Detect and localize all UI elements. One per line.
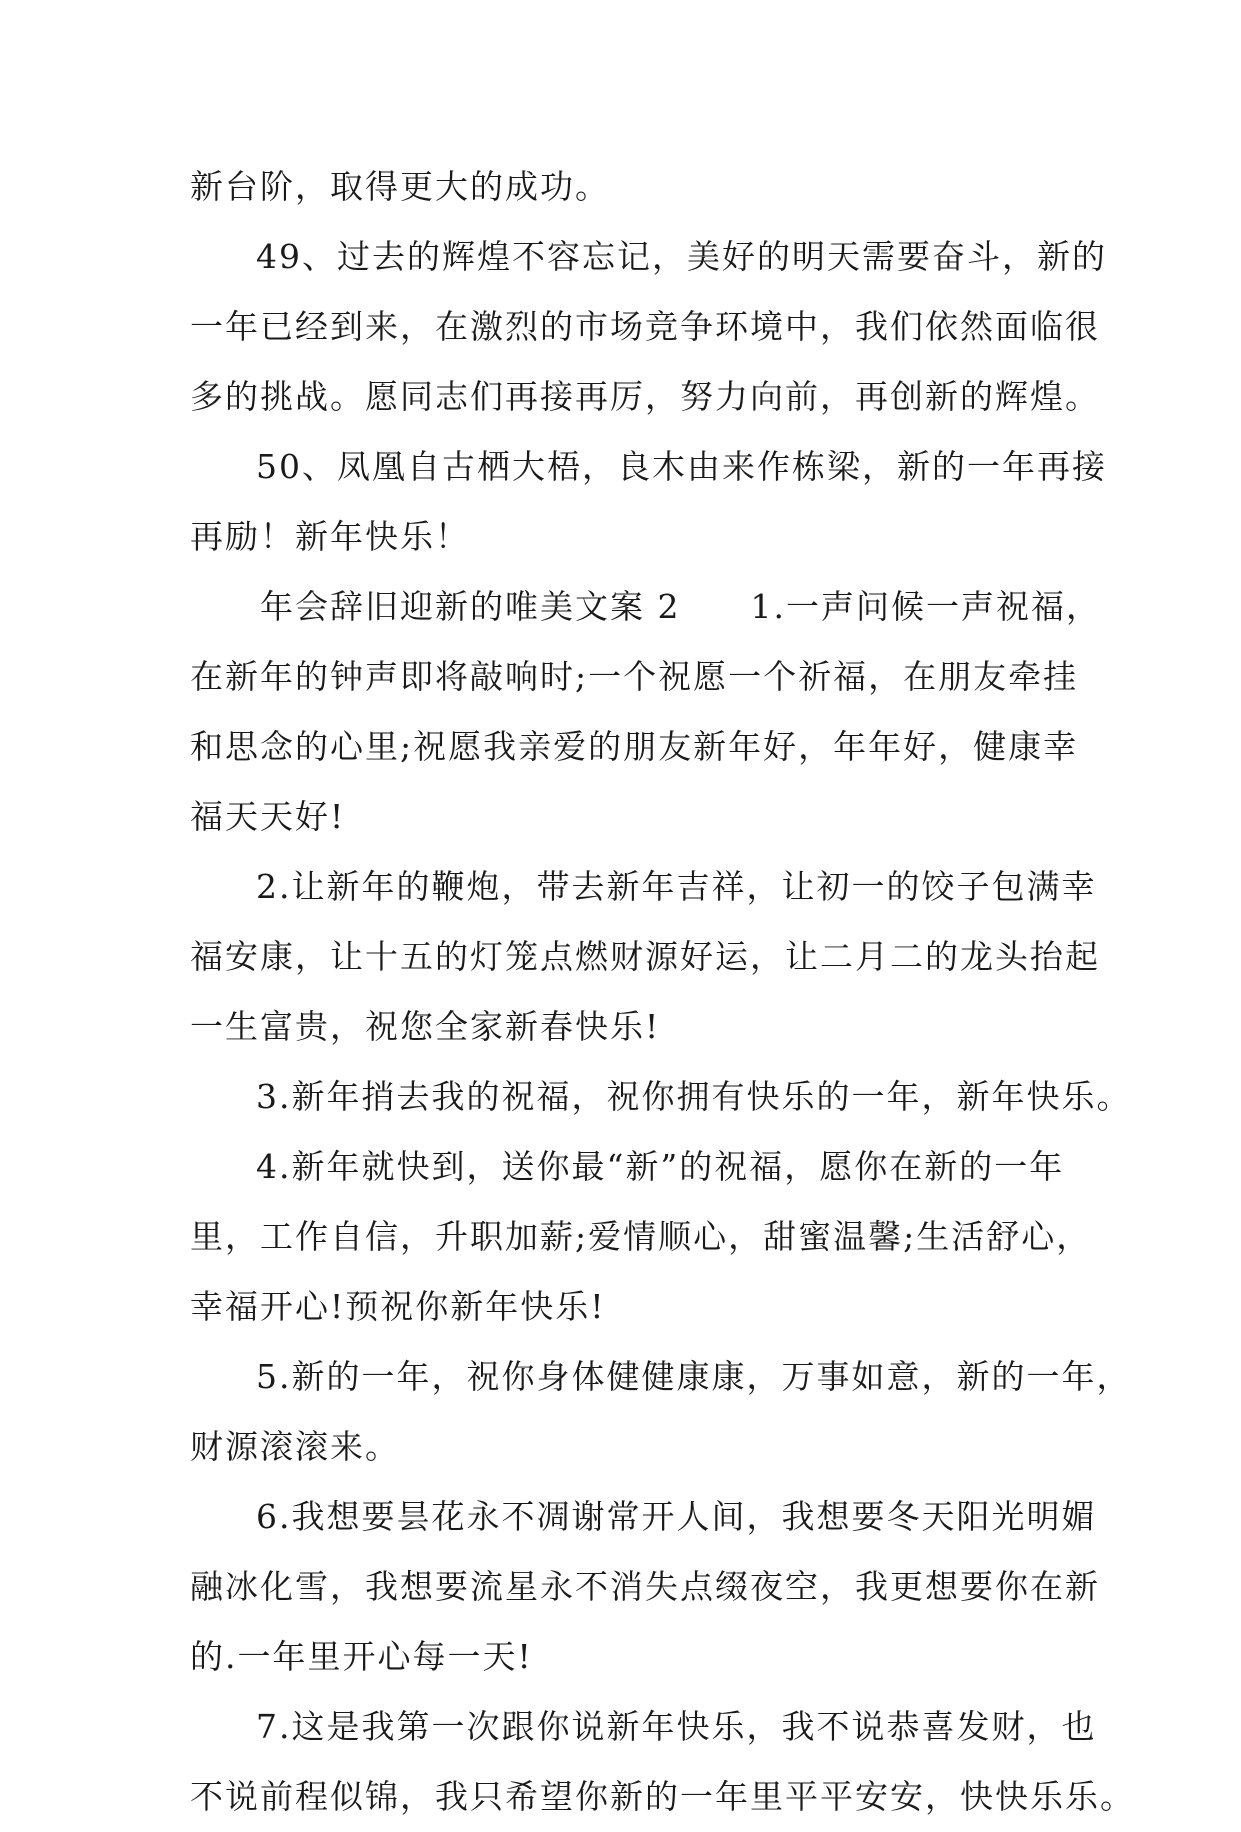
text-line: 5.新的一年，祝你身体健健康康，万事如意，新的一年， <box>256 1357 1132 1396</box>
text-line: 福安康，让十五的灯笼点燃财源好运，让二月二的龙头抬起 <box>190 937 1100 976</box>
text-line: 7.这是我第一次跟你说新年快乐，我不说恭喜发财，也 <box>256 1707 1097 1746</box>
text-line: 一生富贵，祝您全家新春快乐! <box>190 1007 661 1046</box>
text-line: 新台阶，取得更大的成功。 <box>190 167 610 206</box>
text-line: 的.一年里开心每一天! <box>190 1637 533 1676</box>
text-line: 福天天好! <box>190 797 346 836</box>
text-line: 幸福开心!预祝你新年快乐! <box>190 1287 606 1326</box>
text-line: 一年已经到来，在激烈的市场竞争环境中，我们依然面临很 <box>190 307 1100 346</box>
document-body <box>190 152 1135 1832</box>
text-line: 49、过去的辉煌不容忘记，美好的明天需要奋斗，新的 <box>256 237 1107 276</box>
text-line: 6.我想要昙花永不凋谢常开人间，我想要冬天阳光明媚 <box>256 1497 1097 1536</box>
text-line: 财源滚滚来。 <box>190 1427 400 1466</box>
section-heading-line: 年会辞旧迎新的唯美文案 2 1.一声问候一声祝福， <box>260 587 1101 626</box>
text-line: 和思念的心里;祝愿我亲爱的朋友新年好，年年好，健康幸 <box>190 727 1079 766</box>
text-line: 2.让新年的鞭炮，带去新年吉祥，让初一的饺子包满幸 <box>256 867 1097 906</box>
text-line: 再励！新年快乐！ <box>190 517 470 556</box>
text-line: 50、凤凰自古栖大梧，良木由来作栋梁，新的一年再接 <box>256 447 1107 486</box>
text-line: 多的挑战。愿同志们再接再厉，努力向前，再创新的辉煌。 <box>190 377 1100 416</box>
text-line: 融冰化雪，我想要流星永不消失点缀夜空，我更想要你在新 <box>190 1567 1100 1606</box>
text-line: 不说前程似锦，我只希望你新的一年里平平安安，快快乐乐。 <box>190 1777 1135 1816</box>
text-line: 4.新年就快到，送你最“新”的祝福，愿你在新的一年 <box>256 1147 1065 1186</box>
text-line: 在新年的钟声即将敲响时;一个祝愿一个祈福，在朋友牵挂 <box>190 657 1079 696</box>
text-line: 3.新年捎去我的祝福，祝你拥有快乐的一年，新年快乐。 <box>256 1077 1132 1116</box>
text-line: 里，工作自信，升职加薪;爱情顺心，甜蜜温馨;生活舒心， <box>190 1217 1092 1256</box>
